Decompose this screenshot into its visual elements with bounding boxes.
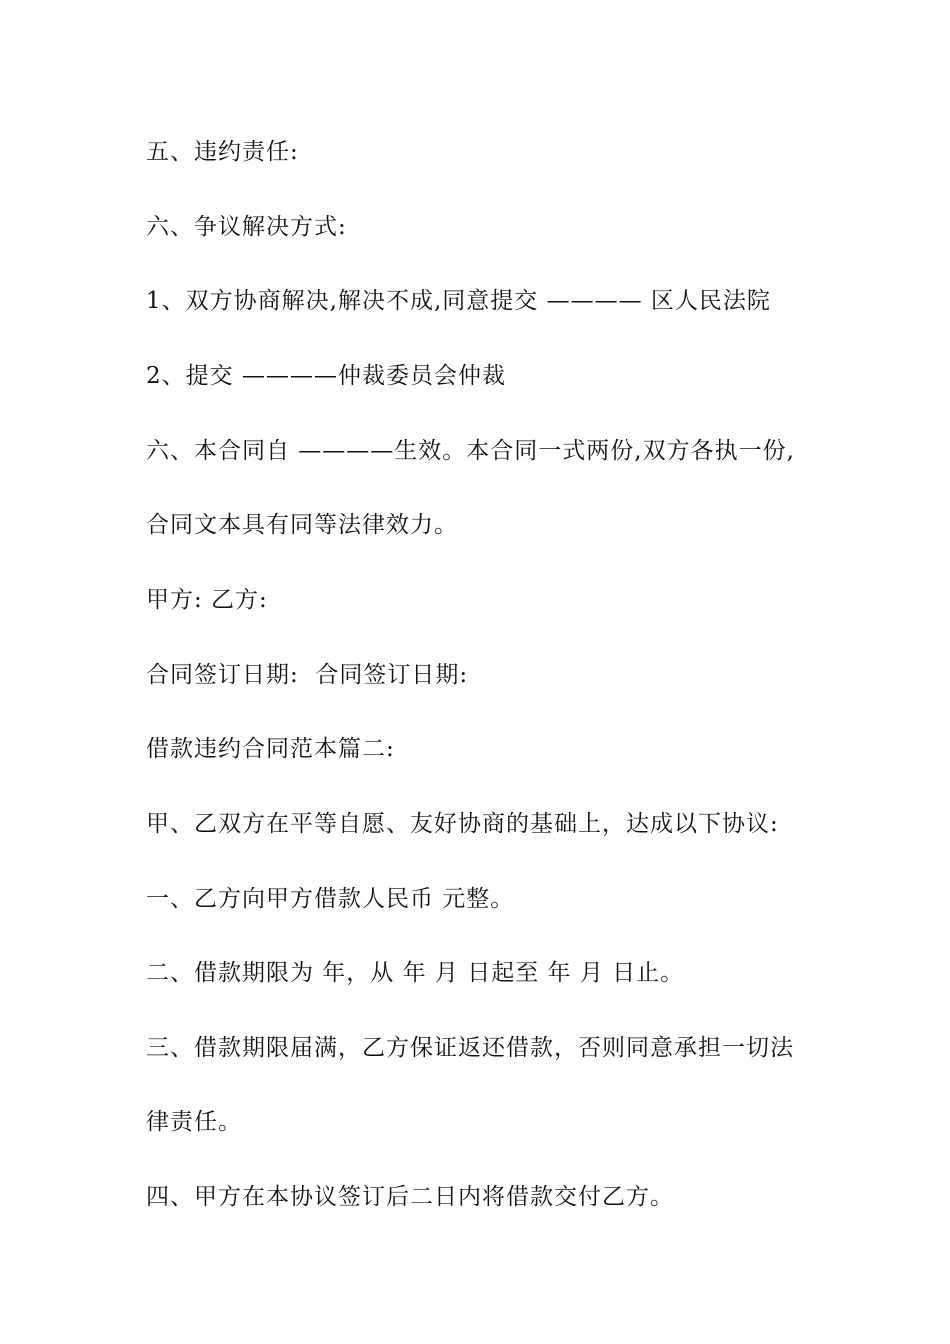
dispute-option-2: 2、提交 ————仲裁委员会仲裁: [146, 363, 506, 389]
clause-3-repayment-continued: 律责任。: [146, 1109, 242, 1135]
signing-dates: 合同签订日期: 合同签订日期:: [146, 662, 469, 688]
clause-3-repayment: 三、借款期限届满，乙方保证返还借款，否则同意承担一切法: [146, 1035, 794, 1061]
effective-clause-continued: 合同文本具有同等法律效力。: [146, 512, 458, 538]
clause-5-heading: 五、违约责任:: [146, 139, 299, 165]
dispute-option-1: 1、双方协商解决,解决不成,同意提交 ———— 区人民法院: [146, 288, 771, 314]
effective-clause: 六、本合同自 ————生效。本合同一式两份,双方各执一份,: [146, 438, 795, 464]
clause-2-loan-term: 二、借款期限为 年，从 年 月 日起至 年 月 日止。: [146, 960, 685, 986]
clause-1-loan-amount: 一、乙方向甲方借款人民币 元整。: [146, 886, 515, 912]
agreement-preamble: 甲、乙双方在平等自愿、友好协商的基础上，达成以下协议:: [146, 811, 779, 837]
clause-4-delivery: 四、甲方在本协议签订后二日内将借款交付乙方。: [146, 1184, 674, 1210]
section-title-part-two: 借款违约合同范本篇二:: [146, 736, 395, 762]
clause-6-heading: 六、争议解决方式:: [146, 214, 347, 240]
party-signatures: 甲方: 乙方:: [146, 587, 268, 613]
